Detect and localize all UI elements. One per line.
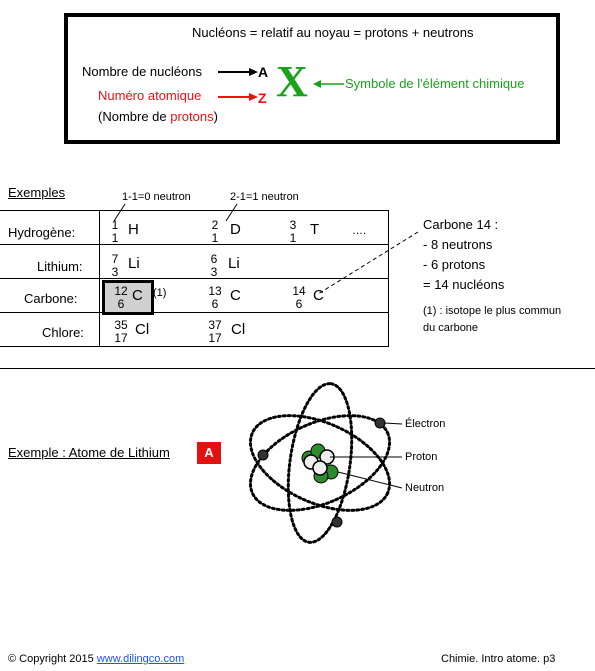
isotope-symbol: Cl [135, 321, 150, 338]
lithium-badge: A [197, 442, 221, 464]
isotope-mass: 12 [114, 284, 128, 298]
isotope-mass: 3 [289, 218, 297, 232]
isotope-symbol: Li [128, 255, 140, 272]
note-tritium: 2-1=1 neutron [230, 191, 299, 203]
label-neutron: Neutron [405, 482, 445, 494]
footer-link[interactable]: www.dilingco.com [96, 653, 185, 665]
label-proton: Proton [405, 451, 438, 463]
nombre-protons-label: (Nombre de protons) [98, 109, 218, 124]
c14-line: - 8 neutrons [423, 237, 493, 252]
isotope-mass: 35 [114, 318, 128, 332]
isotope-z: 1 [111, 231, 119, 245]
isotope-symbol: C [132, 287, 143, 304]
isotope-mass: 2 [211, 218, 219, 232]
row-label-hydrogen: Hydrogène: [8, 225, 76, 240]
c14-line: - 6 protons [423, 257, 486, 272]
exemples-title: Exemples [8, 185, 66, 200]
row-label-chlore: Chlore: [42, 325, 84, 340]
ellipsis: …. [352, 225, 367, 237]
isotope-z: 3 [210, 265, 218, 279]
note-deuterium: 1-1=0 neutron [122, 191, 191, 203]
row-label-lithium: Lithium: [37, 259, 83, 274]
footnote-line: (1) : isotope le plus commun [423, 305, 562, 317]
isotope-symbol: D [230, 221, 241, 238]
isotope-mass: 13 [208, 284, 222, 298]
isotope-mass: 1 [111, 218, 119, 232]
isotope-z: 17 [114, 331, 128, 345]
isotope-z: 6 [295, 297, 303, 311]
isotope-mass: 14 [292, 284, 306, 298]
lithium-title: Exemple : Atome de Lithium [8, 445, 170, 460]
isotope-z: 1 [289, 231, 297, 245]
isotope-symbol: H [128, 221, 139, 238]
row-label-carbon: Carbone: [24, 291, 78, 306]
isotope-z: 17 [208, 331, 222, 345]
isotope-symbol: T [310, 221, 320, 238]
isotope-mass: 7 [111, 252, 119, 266]
letter-a: A [258, 64, 269, 80]
nucleons-definition: Nucléons = relatif au noyau = protons + neutrons [192, 25, 474, 40]
isotope-z: 6 [117, 297, 125, 311]
c14-line: = 14 nucléons [423, 277, 505, 292]
isotope-symbol: Cl [231, 321, 246, 338]
footnote-ref: (1) [153, 287, 167, 299]
footer-copyright: © Copyright 2015 www.dilingco.com [8, 653, 185, 665]
footer-page: Chimie. Intro atome. p3 [441, 653, 556, 665]
isotope-symbol: C [230, 287, 241, 304]
isotope-z: 6 [211, 297, 219, 311]
isotope-symbol: Li [228, 255, 240, 272]
footnote-line: du carbone [423, 322, 479, 334]
symbole-label: Symbole de l'élément chimique [345, 76, 525, 91]
isotope-mass: 6 [210, 252, 218, 266]
letter-z: Z [258, 90, 267, 106]
nombre-nucleons-label: Nombre de nucléons [82, 64, 202, 79]
isotope-z: 3 [111, 265, 119, 279]
c14-title: Carbone 14 : [423, 217, 499, 232]
isotope-mass: 37 [208, 318, 222, 332]
isotope-z: 1 [211, 231, 219, 245]
letter-x: X [276, 57, 308, 106]
isotope-symbol: C [313, 287, 324, 304]
label-electron: Électron [405, 418, 446, 430]
numero-atomique-label: Numéro atomique [98, 88, 202, 103]
